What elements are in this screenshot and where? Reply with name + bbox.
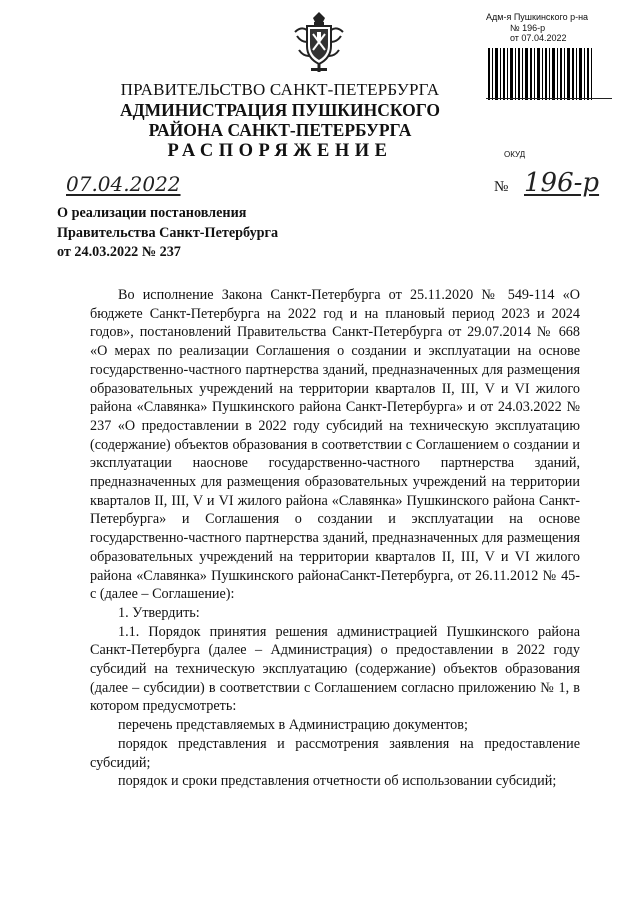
administration-line-1: АДМИНИСТРАЦИЯ ПУШКИНСКОГО (119, 100, 441, 120)
list-item: перечень представляемых в Администрацию документов; (118, 717, 468, 734)
item-1-1: 1.1. Порядок принятия решения администрацией Пушкинского района Санкт-Петербурга (далее – Администрация) о предоставлении в 2022 году субсидий на техническую эксплуатацию (содержание) объектов образования (далее – субсидии) в соответствии с Соглашением согласно приложению № 1, в котором предусмотреть: (90, 623, 580, 715)
administration-line-2: РАЙОНА САНКТ-ПЕТЕРБУРГА (148, 120, 412, 140)
subject-line-2: Правительства Санкт-Петербурга (57, 224, 279, 241)
document-date: 07.04.2022 (66, 172, 181, 196)
document-subject (57, 204, 278, 263)
list-item: порядок и сроки представления отчетности об использовании субсидий; (118, 773, 557, 790)
document-type: РАСПОРЯЖЕНИЕ (167, 141, 393, 161)
document-body (90, 286, 580, 791)
coat-of-arms-icon (293, 12, 345, 74)
stamp-line-1: Адм-я Пушкинского р-на (486, 12, 589, 22)
registration-stamp (486, 12, 596, 44)
preamble-paragraph: Во исполнение Закона Санкт-Петербурга от 25.11.2020 № 549-114 «О бюджете Санкт-Петербурга на 2022 год и на плановый период 2023 и 2024 годов», постановлений Правительства Санкт-Петербурга от 29.07.2014 № 668 «О мерах по реализации Соглашения о создании и эксплуатации на основе государственно-частного партнерства зданий, предназначенных для размещения образовательных учреждений на территории кварталов II, III, V и VI жилого района «Славянка» Пушкинского района Санкт-Петербурга» и от 24.03.2022 № 237 «О предоставлении в 2022 году субсидий на техническую эксплуатацию (содержание) объектов образования в соответствии с Соглашением о создании и эксплуатации наоснове государственно-частного партнерства зданий, предназначенных для размещения образовательных учреждений на территории кварталов II, III, V и VI жилого района «Славянка» Пушкинского района Санкт-Петербурга» и Соглашения о создании и эксплуатации на основе государственно-частного партнерства зданий, предназначенных для размещения образовательных учреждений на территории кварталов II, III, V и VI жилого района «Славянка» Пушкинского районаСанкт-Петербурга, от 26.11.2012 № 45-с (далее – Соглашение): (90, 287, 580, 603)
item-1: 1. Утвердить: (118, 604, 200, 621)
stamp-line-3: от 07.04.2022 (510, 33, 567, 43)
government-name: ПРАВИТЕЛЬСТВО САНКТ-ПЕТЕРБУРГА (120, 80, 440, 99)
document-number: 196-р (524, 168, 600, 198)
list-item: порядок представления и рассмотрения заявления на предоставление субсидий; (90, 735, 580, 771)
subject-line-3: от 24.03.2022 № 237 (57, 244, 181, 260)
stamp-line-2: № 196-р (510, 22, 546, 33)
okud-label: ОКУД (504, 150, 526, 159)
administration-name (0, 100, 600, 140)
subject-line-1: О реализации постановления (57, 205, 247, 221)
number-label: № (494, 179, 509, 195)
